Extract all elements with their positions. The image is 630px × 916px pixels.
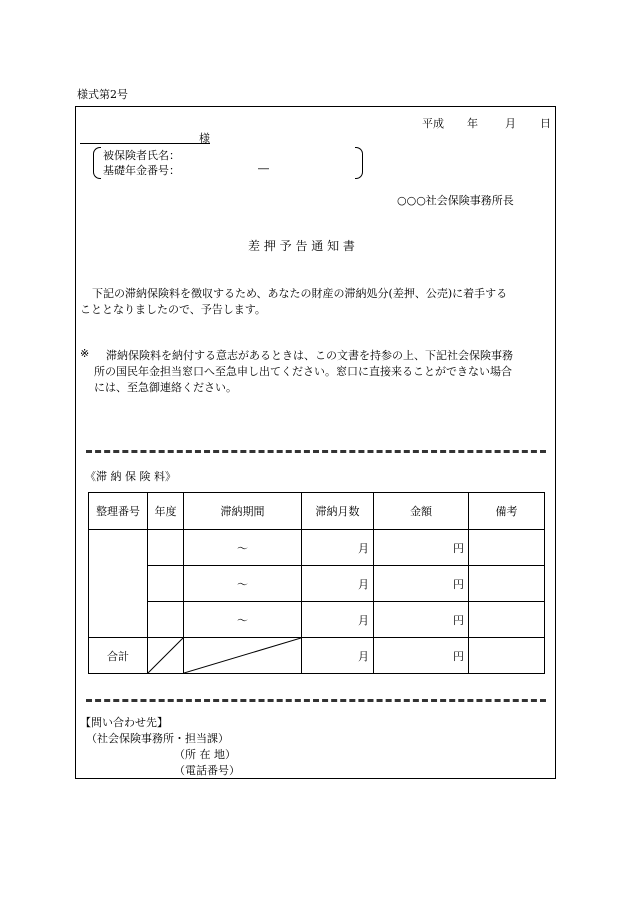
amount-cell: 円 bbox=[374, 566, 469, 602]
contact-office: （社会保険事務所・担当課） bbox=[86, 732, 229, 745]
body-line-1: 下記の滞納保険料を徴収するため、あなたの財産の滞納処分(差押、公売)に着手する bbox=[92, 287, 508, 300]
bracket-left bbox=[93, 147, 101, 179]
note-line-3: には、至急御連絡ください。 bbox=[94, 381, 237, 394]
document-title: 差 押 予 告 通 知 書 bbox=[248, 239, 355, 253]
period-cell: 〜 bbox=[184, 566, 302, 602]
bracket-right bbox=[355, 147, 363, 179]
contact-heading: 【問い合わせ先】 bbox=[80, 716, 168, 729]
insured-name-label: 被保険者氏名： bbox=[103, 149, 180, 162]
total-months: 月 bbox=[302, 638, 374, 674]
header-remarks: 備考 bbox=[469, 493, 545, 530]
addressee-underline bbox=[80, 143, 210, 144]
contact-address: （所 在 地） bbox=[174, 748, 236, 761]
total-period-diagonal bbox=[184, 638, 302, 674]
total-remarks bbox=[469, 638, 545, 674]
amount-cell: 円 bbox=[374, 530, 469, 566]
fiscal-year-cell bbox=[148, 566, 184, 602]
table-row bbox=[89, 530, 545, 566]
body-line-2: こととなりましたので、予告します。 bbox=[80, 303, 266, 316]
amount-cell: 円 bbox=[374, 602, 469, 638]
note-line-1: 滞納保険料を納付する意志があるときは、この文書を持参の上、下記社会保険事務 bbox=[106, 349, 513, 362]
fiscal-year-cell bbox=[148, 530, 184, 566]
date-month: 月 bbox=[505, 117, 516, 130]
date-era: 平成 bbox=[422, 117, 444, 130]
header-months: 滞納月数 bbox=[302, 493, 374, 530]
table-row bbox=[89, 602, 545, 638]
note-mark: ※ bbox=[80, 347, 90, 360]
cut-line-top bbox=[86, 450, 546, 453]
total-row bbox=[89, 638, 545, 674]
pension-number-label: 基礎年金番号： bbox=[103, 164, 180, 177]
table-header-row bbox=[89, 493, 545, 530]
table-row bbox=[89, 566, 545, 602]
months-cell: 月 bbox=[302, 602, 374, 638]
total-amount: 円 bbox=[374, 638, 469, 674]
pension-number-dash: ― bbox=[258, 162, 269, 175]
header-reference-number: 整理番号 bbox=[89, 493, 148, 530]
cut-line-bottom bbox=[86, 699, 546, 702]
remarks-cell bbox=[469, 530, 545, 566]
addressee-suffix: 様 bbox=[199, 132, 210, 145]
note-line-2: 所の国民年金担当窓口へ至急申し出てください。窓口に直接来ることができない場合 bbox=[94, 365, 512, 378]
period-cell: 〜 bbox=[184, 530, 302, 566]
header-amount: 金額 bbox=[374, 493, 469, 530]
section-title: 《滞 納 保 険 料》 bbox=[85, 470, 176, 483]
delinquent-premium-table bbox=[88, 492, 545, 674]
date-year: 年 bbox=[467, 117, 478, 130]
reference-number-cell bbox=[89, 530, 148, 638]
header-fiscal-year: 年度 bbox=[148, 493, 184, 530]
date-day: 日 bbox=[540, 117, 551, 130]
remarks-cell bbox=[469, 566, 545, 602]
total-year-diagonal bbox=[148, 638, 184, 674]
header-period: 滞納期間 bbox=[184, 493, 302, 530]
months-cell: 月 bbox=[302, 530, 374, 566]
contact-phone: （電話番号） bbox=[174, 764, 240, 777]
total-label: 合計 bbox=[89, 638, 148, 674]
sender: ○○○社会保険事務所長 bbox=[397, 194, 514, 207]
form-number: 様式第2号 bbox=[77, 88, 128, 101]
period-cell: 〜 bbox=[184, 602, 302, 638]
fiscal-year-cell bbox=[148, 602, 184, 638]
months-cell: 月 bbox=[302, 566, 374, 602]
remarks-cell bbox=[469, 602, 545, 638]
